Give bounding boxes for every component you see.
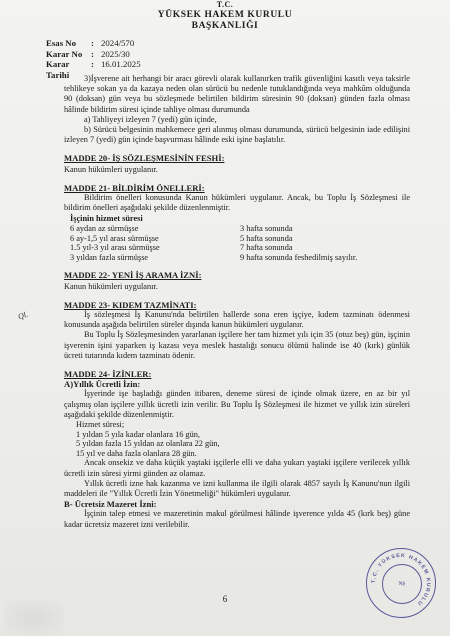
notice-period-table: [64, 214, 410, 262]
scan-smudge: [4, 600, 64, 636]
meta-separator: :: [91, 38, 94, 48]
article-24-a-paragraph-2: Ancak onsekiz ve daha küçük yaştaki işçilerle elli ve daha yukarı yaştaki işçilere verilecek yıllık ücretli izin süresi yirmi günden az olamaz.: [64, 458, 410, 478]
article-20-body: Kanun hükümleri uygulanır.: [64, 164, 158, 174]
article-24-b-title: B- Ücretsiz Mazeret İzni:: [64, 499, 157, 510]
margin-handwriting: Ql.: [16, 309, 30, 322]
article-24-a-paragraph-1: İşyerinde işe başladığı günden itibaren, deneme süresi de içinde olmak üzere, en az bir yıl çalışmış olan işçilere yıllık ücretli izin verilir. Bu Toplu İş Sözleşmesi ile hizmet ve yıllık izin süreleri aşağıdaki şekilde düzenlenmiştir.: [64, 389, 410, 419]
article-22-title: MADDE 22- YENİ İŞ ARAMA İZNİ:: [64, 270, 202, 281]
notice-row-service: 6 aydan az sürmüşse: [70, 224, 139, 234]
meta-separator: :: [91, 59, 94, 69]
article-23-title: MADDE 23- KIDEM TAZMİNATI:: [64, 299, 197, 310]
header-tc: T.C.: [216, 0, 234, 9]
clause-3a: a) Tahliyeyi izleyen 7 (yedi) gün içinde,: [84, 114, 217, 124]
header-department: BAŞKANLIĞI: [191, 21, 259, 31]
leave-row: 15 yıl ve daha fazla olanlara 28 gün.: [76, 448, 197, 458]
article-24-b-paragraph: İşçinin talep etmesi ve mazeretinin makul görülmesi hâlinde işverence yılda 45 (kırk beş) güne kadar ücretsiz mazeret izni verilebilir.: [64, 509, 410, 529]
article-20-title: MADDE 20- İŞ SÖZLEŞMESİNİN FESHİ:: [64, 153, 225, 164]
meta-label: Karar Tarihi: [46, 59, 70, 80]
notice-row-period: 7 hafta sonunda: [240, 243, 293, 253]
article-24-a-paragraph-3: Yıllık ücretli izne hak kazanma ve izni kullanma ile ilgili olarak 4857 sayılı İş Kanunu'nun ilgili maddeleri ile "Yıllık Ücretli İzin Yönetmeliği" hükümleri uygulanır.: [64, 478, 410, 499]
notice-row-service: 1.5 yıl-3 yıl arası sürmüşse: [70, 243, 160, 253]
article-21-title: MADDE 21- BİLDİRİM ÖNELLERİ:: [64, 182, 205, 193]
leave-row: 5 yıldan fazla 15 yıldan az olanlara 22 gün,: [76, 439, 220, 449]
meta-label: Karar No: [46, 48, 83, 59]
meta-value: 2025/30: [101, 48, 130, 59]
notice-row-period: 5 hafta sonunda: [240, 233, 293, 243]
document-body: [64, 74, 410, 530]
page-number: 6: [222, 594, 228, 604]
meta-value: 2024/570: [101, 38, 135, 48]
article-24-a-title: A)Yıllık Ücretli İzin:: [64, 379, 141, 390]
article-24-title: MADDE 24- İZİNLER:: [64, 369, 152, 380]
meta-row-esas: [46, 38, 141, 49]
clause-3-paragraph: 3)İşverene ait herhangi bir aracı görevli olarak kullanırken trafik güvenliğini kasıtlı veya taksirle tehlikeye sokan ya da kazaya neden olan sürücü bu nedenle tutuklandığında veya mahkûm olduğunda 90 (doksan) gün veya bu sözleşmede belirtilen bildirim süresinin 90 (doksan) günden fazla olması hâlinde bildirim süresi içinde tahliye olması durumunda: [64, 74, 410, 114]
article-23-paragraph-1: İş sözleşmesi İş Kanunu'nda belirtilen hallerde sona eren işçiye, kıdem tazminatı ödenmesi konusunda aşağıda belirtilen süreler dışında kanun hükümleri uygulanır.: [64, 310, 410, 330]
article-23-paragraph-2: Bu Toplu İş Sözleşmesinden yararlanan işçilere her tam hizmet yılı için 35 (otuz beş) gün, işçinin işverenin işini yaparken iş kazası veya meslek hastalığı sonucu ölümü halinde ise 40 (kırk) günlük ücreti tutarında kıdem tazminatı ödenir.: [64, 330, 410, 360]
leave-row: 1 yıldan 5 yıla kadar olanlara 16 gün,: [76, 429, 200, 439]
document-header: [0, 0, 450, 31]
notice-row-period: 9 hafta sonunda feshedilmiş sayılır.: [240, 252, 358, 262]
notice-row-service: 3 yıldan fazla sürmüşse: [70, 252, 149, 262]
notice-table-header: İşçinin hizmet süresi: [70, 214, 143, 224]
article-21-body: Bildirim önelleri konusunda Kanun hükümleri uygulanır. Ancak, bu Toplu İş Sözleşmesi ile bildirim önelleri aşağıdaki şekilde düzenlenmiştir.: [64, 193, 410, 213]
seal-center: NŞ: [382, 564, 422, 604]
notice-row-service: 6 ay-1,5 yıl arası sürmüşse: [70, 233, 159, 243]
official-seal: [366, 548, 436, 618]
service-period-label: Hizmet süresi;: [76, 420, 125, 430]
meta-row-karar: [46, 49, 141, 60]
clause-3b: b) Sürücü belgesinin mahkemece geri alınmış olması durumunda, sürücü belgesinin iade edilişini izleyen 7 (yedi) gün içinde başvurması hâlinde eski işine başlatılır.: [64, 125, 410, 145]
article-22-body: Kanun hükümleri uygulanır.: [64, 281, 158, 291]
notice-row-period: 3 hafta sonunda: [240, 224, 293, 234]
meta-separator: :: [91, 48, 94, 59]
svg-text:T.C. YÜKSEK HAKEM KURULU: T.C. YÜKSEK HAKEM KURULU: [370, 552, 432, 607]
meta-value: 16.01.2025: [101, 59, 141, 69]
header-board-name: YÜKSEK HAKEM KURULU: [157, 10, 293, 20]
meta-label: Esas No: [46, 38, 77, 48]
